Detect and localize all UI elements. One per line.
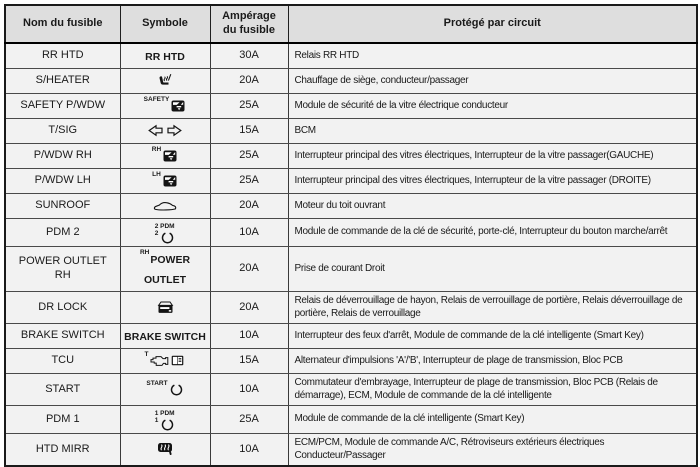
table-row <box>5 374 697 406</box>
fuse-name-cell: TCU <box>5 349 120 374</box>
fuse-name-cell: PDM 2 <box>5 219 120 247</box>
fuse-symbol-cell <box>120 194 210 219</box>
door-lock-icon <box>157 301 174 314</box>
table-row <box>5 69 697 94</box>
fuse-amperage-cell: 20A <box>210 69 288 94</box>
table-row <box>5 434 697 467</box>
symbol-text: BRAKE SWITCH <box>124 331 206 343</box>
fuse-amperage-cell: 25A <box>210 94 288 119</box>
symbol-text: RR HTD <box>145 51 185 63</box>
fuse-name-cell: POWER OUTLET RH <box>5 247 120 292</box>
fuse-amperage-cell: 20A <box>210 194 288 219</box>
fuse-symbol-cell <box>120 144 210 169</box>
table-row <box>5 194 697 219</box>
fuse-symbol-cell <box>120 434 210 467</box>
fuse-name-cell: P/WDW RH <box>5 144 120 169</box>
fuse-amperage-cell: 20A <box>210 292 288 324</box>
table-row <box>5 119 697 144</box>
fuse-amperage-cell: 10A <box>210 324 288 349</box>
fuse-circuit-cell: Module de commande de la clé de sécurité, porte-clé, Interrupteur du bouton marche/arrêt <box>288 219 697 247</box>
fuse-symbol-cell <box>120 406 210 434</box>
fuse-amperage-cell: 10A <box>210 374 288 406</box>
table-row <box>5 94 697 119</box>
header-amperage: Ampérage du fusible <box>210 5 288 43</box>
fuse-amperage-cell: 15A <box>210 349 288 374</box>
symbol-text: POWER OUTLET <box>144 254 191 286</box>
table-row <box>5 144 697 169</box>
fuse-amperage-cell: 20A <box>210 247 288 292</box>
car-outline-icon <box>153 200 177 212</box>
symbol-stack <box>155 411 176 431</box>
symbol-prefix: RH <box>139 249 150 256</box>
table-row <box>5 43 697 69</box>
symbol-stack-bottom <box>155 231 176 244</box>
fuse-amperage-cell: 10A <box>210 219 288 247</box>
fuse-amperage-cell: 30A <box>210 43 288 69</box>
fuse-name-cell: S/HEATER <box>5 69 120 94</box>
fuse-amperage-cell: 25A <box>210 406 288 434</box>
fuse-circuit-cell: Relais RR HTD <box>288 43 697 69</box>
window-icon <box>163 175 177 187</box>
fuse-circuit-cell: Moteur du toit ouvrant <box>288 194 697 219</box>
fuse-amperage-cell: 15A <box>210 119 288 144</box>
window-icon <box>163 150 177 162</box>
window-icon <box>171 100 185 112</box>
symbol-stack-top: 1 PDM <box>154 410 175 418</box>
fuse-symbol-cell <box>120 43 210 69</box>
table-row <box>5 219 697 247</box>
fuse-name-cell: DR LOCK <box>5 292 120 324</box>
symbol-stack-num: 1 <box>154 417 159 424</box>
fuse-circuit-cell: Prise de courant Droit <box>288 247 697 292</box>
open-circle-icon <box>161 418 174 431</box>
fuse-circuit-cell: Relais de déverrouillage de hayon, Relais de verrouillage de portière, Relais déverrouillage de portière, Relais de verrouillage <box>288 292 697 324</box>
fuse-name-cell: P/WDW LH <box>5 169 120 194</box>
symbol-stack-bottom <box>155 418 176 431</box>
fuse-symbol-cell <box>120 219 210 247</box>
symbol-stack <box>155 224 176 244</box>
symbol-prefix: LH <box>152 171 161 178</box>
header-row <box>5 5 697 43</box>
fuse-circuit-cell: ECM/PCM, Module de commande A/C, Rétroviseurs extérieurs électriques Conducteur/Passager <box>288 434 697 467</box>
table-row <box>5 292 697 324</box>
symbol-prefix: RH <box>151 146 162 153</box>
fuse-name-cell: SAFETY P/WDW <box>5 94 120 119</box>
fuse-circuit-cell: Interrupteur des feux d'arrêt, Module de commande de la clé intelligente (Smart Key) <box>288 324 697 349</box>
fuse-circuit-cell: Interrupteur principal des vitres électriques, Interrupteur de la vitre passager(GAUCHE) <box>288 144 697 169</box>
fuse-name-cell: START <box>5 374 120 406</box>
fuse-circuit-cell: Module de commande de la clé intelligente (Smart Key) <box>288 406 697 434</box>
fuse-name-cell: T/SIG <box>5 119 120 144</box>
fuse-name-cell: SUNROOF <box>5 194 120 219</box>
header-symbol: Symbole <box>120 5 210 43</box>
symbol-prefix: SAFETY <box>143 96 170 103</box>
table-row <box>5 349 697 374</box>
turn-signal-icon <box>148 124 182 137</box>
fuse-table <box>4 4 698 467</box>
fuse-name-cell: BRAKE SWITCH <box>5 324 120 349</box>
table-row <box>5 247 697 292</box>
heated-mirror-icon <box>157 442 174 456</box>
fuse-symbol-cell <box>120 374 210 406</box>
fuse-amperage-cell: 25A <box>210 169 288 194</box>
header-circuit: Protégé par circuit <box>288 5 697 43</box>
fuse-symbol-cell <box>120 247 210 292</box>
fuse-circuit-cell: Module de sécurité de la vitre électrique conducteur <box>288 94 697 119</box>
symbol-stack-top: 2 PDM <box>154 223 175 231</box>
fuse-amperage-cell: 10A <box>210 434 288 467</box>
fuse-symbol-cell <box>120 94 210 119</box>
table-row <box>5 169 697 194</box>
fuse-circuit-cell: BCM <box>288 119 697 144</box>
fuse-symbol-cell <box>120 292 210 324</box>
fuse-symbol-cell <box>120 324 210 349</box>
fuse-circuit-cell: Chauffage de siège, conducteur/passager <box>288 69 697 94</box>
fuse-symbol-cell <box>120 169 210 194</box>
symbol-prefix: T <box>144 351 149 358</box>
table-row <box>5 324 697 349</box>
symbol-stack-num: 2 <box>154 230 159 237</box>
fuse-name-cell: HTD MIRR <box>5 434 120 467</box>
open-circle-icon <box>170 383 183 396</box>
fuse-amperage-cell: 25A <box>210 144 288 169</box>
fuse-name-cell: PDM 1 <box>5 406 120 434</box>
symbol-prefix: START <box>146 379 168 387</box>
manual-book-icon <box>171 355 184 366</box>
fuse-circuit-cell: Alternateur d'impulsions 'A'/'B', Interrupteur de plage de transmission, Bloc PCB <box>288 349 697 374</box>
open-circle-icon <box>161 231 174 244</box>
fuse-symbol-cell <box>120 69 210 94</box>
fuse-name-cell: RR HTD <box>5 43 120 69</box>
fuse-symbol-cell <box>120 349 210 374</box>
header-fuse-name: Nom du fusible <box>5 5 120 43</box>
table-row <box>5 406 697 434</box>
fuse-circuit-cell: Commutateur d'embrayage, Interrupteur de plage de transmission, Bloc PCB (Relais de démarrage), ECM, Module de commande de la clé intelligente <box>288 374 697 406</box>
fuse-symbol-cell <box>120 119 210 144</box>
engine-icon <box>150 355 169 367</box>
seat-heater-icon <box>158 73 173 88</box>
fuse-circuit-cell: Interrupteur principal des vitres électriques, Interrupteur de la vitre passager (DROITE) <box>288 169 697 194</box>
